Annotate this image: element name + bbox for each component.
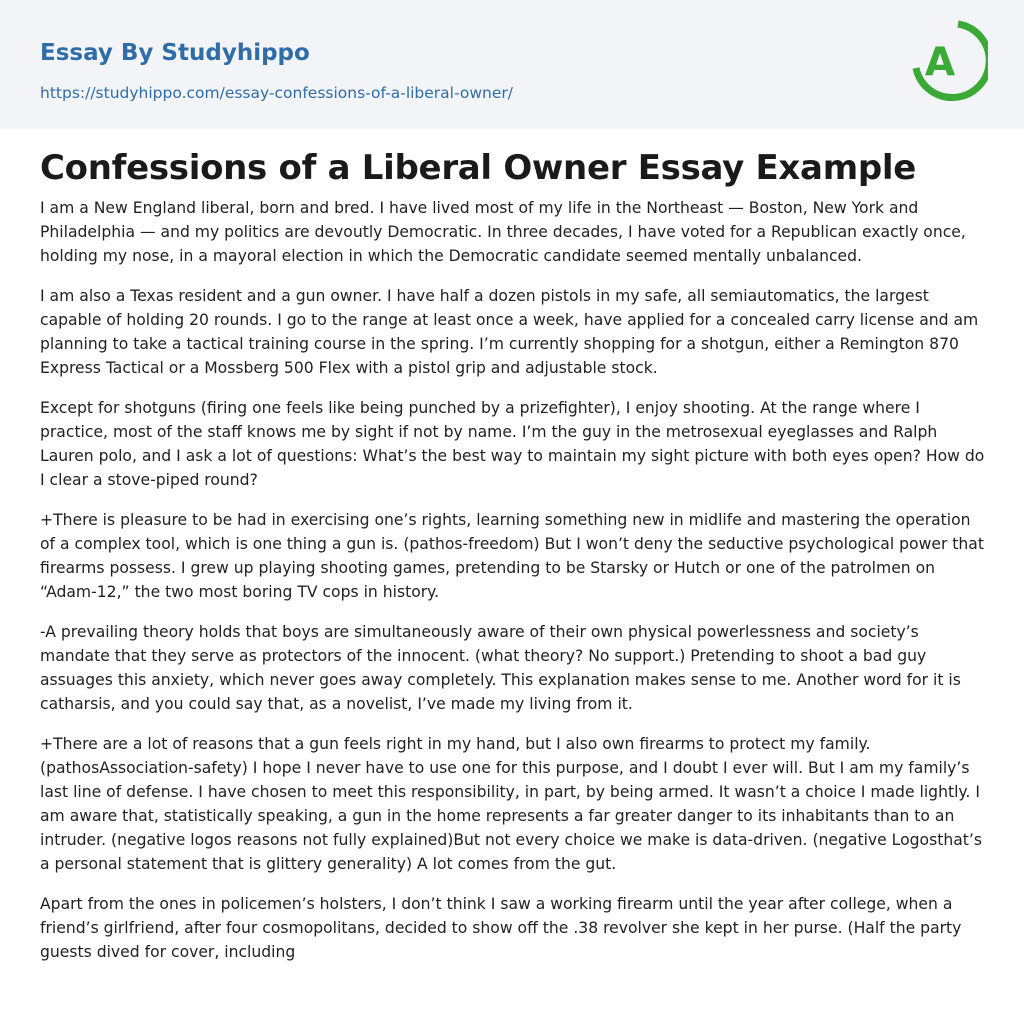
logo-letter: A [924,40,956,85]
essay-paragraph: +There are a lot of reasons that a gun feels right in my hand, but I also own firearms to protect my family. (pathosAssociation-safety) I hope I never have to use one for this purpose, and I doubt I ever will. But I am my family’s last line of defense. I have chosen to meet this responsibility, in part, by being armed. It wasn’t a choice I made lightly. I am aware that, statistically speaking, a gun in the home represents a far greater danger to its inhabitants than to an intruder. (negative logos reasons not fully explained)But not every choice we make is data-driven. (negative Logosthat’s a personal statement that is glittery generality) A lot comes from the gut. [40,735,982,873]
essay-paragraph: Apart from the ones in policemen’s holsters, I don’t think I saw a working firearm until the year after college, when a friend’s girlfriend, after four cosmopolitans, decided to show off the .38 revolver she kept in her purse. (Half the party guests dived for cover, including [40,895,962,961]
studyhippo-logo-icon[interactable] [910,18,988,106]
essay-paragraph: Except for shotguns (firing one feels like being punched by a prizefighter), I enjoy shooting. At the range where I practice, most of the staff knows me by sight if not by name. I’m the guy in the metrosexual eyeglasses and Ralph Lauren polo, and I ask a lot of questions: What’s the best way to maintain my sight picture with both eyes open? How do I clear a stove-piped round? [40,399,985,489]
article-url-link[interactable]: https://studyhippo.com/essay-confessions-of-a-liberal-owner/ [40,84,513,102]
essay-paragraph: -A prevailing theory holds that boys are simultaneously aware of their own physical powerlessness and society’s mandate that they serve as protectors of the innocent. (what theory? No support.) Pretending to shoot a bad guy assuages this anxiety, which never goes away completely. This explanation makes sense to me. Another word for it is catharsis, and you could say that, as a novelist, I’ve made my living from it. [40,623,961,713]
essay-paragraph: I am also a Texas resident and a gun owner. I have half a dozen pistols in my safe, all semiautomatics, the largest capable of holding 20 rounds. I go to the range at least once a week, have applied for a concealed carry license and am planning to take a tactical training course in the spring. I’m currently shopping for a shotgun, either a Remington 870 Express Tactical or a Mossberg 500 Flex with a pistol grip and adjustable stock. [40,287,979,377]
site-header [0,0,1024,129]
site-title[interactable]: Essay By Studyhippo [40,40,310,66]
page-title: Confessions of a Liberal Owner Essay Example [40,148,916,188]
essay-paragraph: I am a New England liberal, born and bred. I have lived most of my life in the Northeast — Boston, New York and Philadelphia — and my politics are devoutly Democratic. In three decades, I have voted for a Republican exactly once, holding my nose, in a mayoral election in which the Democratic candidate seemed mentally unbalanced. [40,199,966,265]
essay-body [40,196,988,980]
essay-paragraph: +There is pleasure to be had in exercising one’s rights, learning something new in midlife and mastering the operation of a complex tool, which is one thing a gun is. (pathos-freedom) But I won’t deny the seductive psychological power that firearms possess. I grew up playing shooting games, pretending to be Starsky or Hutch or one of the patrolmen on “Adam-12,” the two most boring TV cops in history. [40,511,984,601]
